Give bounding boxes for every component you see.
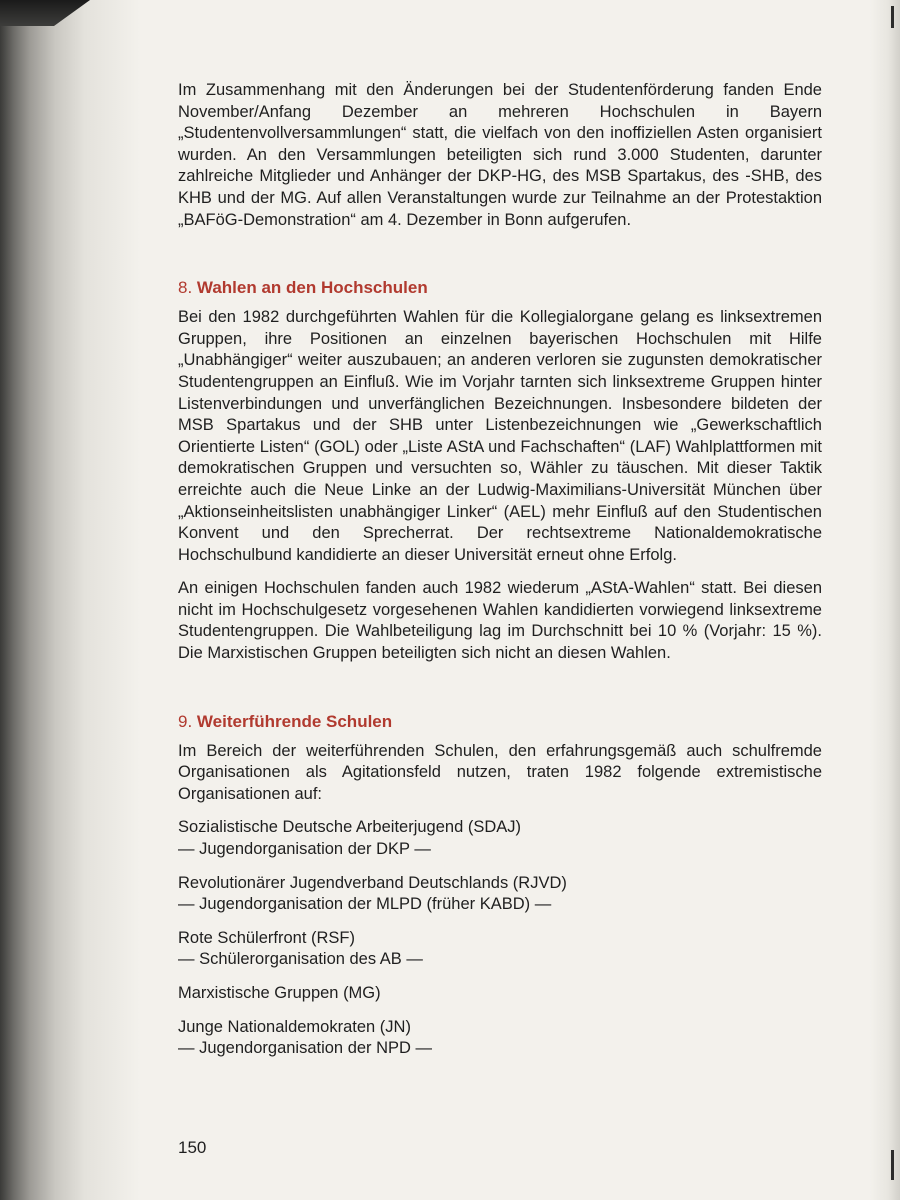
section-9-intro: Im Bereich der weiterführenden Schulen, den erfahrungsgemäß auch schulfremde Organisationen als Agitationsfeld nutzen, traten 1982 folgende extremistische Organisationen auf: xyxy=(178,741,822,803)
page-number: 150 xyxy=(178,1138,207,1157)
list-item xyxy=(178,873,822,916)
organization-note: — Jugendorganisation der MLPD (früher KABD) — xyxy=(178,895,552,914)
organization-note: — Jugendorganisation der NPD — xyxy=(178,1039,433,1058)
section-8-heading xyxy=(178,277,822,299)
section-9-title: Weiterführende Schulen xyxy=(196,711,393,731)
organization-name: Rote Schülerfront (RSF) xyxy=(178,928,355,947)
section-8-paragraph-1: Bei den 1982 durchgeführten Wahlen für die Kollegialorgane gelang es linksextremen Gruppen, ihre Positionen an einzelnen bayerischen Hochschulen mit Hilfe „Unabhängiger“ weiter auszubauen; an anderen verloren sie zugunsten demokratischer Studentengruppen an Einfluß. Wie im Vorjahr tarnten sich linksextreme Gruppen hinter Listenverbindungen und unverfänglichen Bezeichnungen. Insbesondere bildeten der MSB Spartakus und der SHB unter Listenbezeichnungen wie „Gewerkschaftlich Orientierte Listen“ (GOL) oder „Liste AStA und Fachschaften“ (LAF) Wahlplattformen mit demokratischen Gruppen und versuchten so, Wähler zu täuschen. Mit dieser Taktik erreichte auch die Neue Linke an der Ludwig-Maximilians-Universität München über „Aktionseinheitslisten unabhängiger Linker“ (AEL) mehr Einfluß auf den Studentischen Konvent und den Sprecherrat. Der rechtsextreme Nationaldemokratische Hochschulbund kandidierte an dieser Universität erneut ohne Erfolg. xyxy=(178,308,822,564)
edge-mark-top xyxy=(891,6,894,28)
organization-name: Marxistische Gruppen (MG) xyxy=(178,984,381,1002)
list-item xyxy=(178,928,822,971)
organization-note: — Jugendorganisation der DKP — xyxy=(178,840,431,859)
section-9-number: 9. xyxy=(178,711,193,731)
edge-mark-bottom xyxy=(891,1150,894,1180)
list-item xyxy=(178,817,822,860)
organization-name: Junge Nationaldemokraten (JN) xyxy=(178,1017,411,1036)
organization-name: Revolutionärer Jugendverband Deutschlands (RJVD) xyxy=(178,873,567,892)
organization-list xyxy=(178,817,822,1059)
section-8-paragraph-2: An einigen Hochschulen fanden auch 1982 wiederum „AStA-Wahlen“ statt. Bei diesen nicht im Hochschulgesetz vorgesehenen Wahlen kandidierten vorwiegend linksextreme Studentengruppen. Die Wahlbeteiligung lag im Durchschnitt bei 10 % (Vorjahr: 15 %). Die Marxistischen Gruppen beteiligten sich nicht an diesen Wahlen. xyxy=(178,579,822,663)
list-item xyxy=(178,1017,822,1060)
page-right-edge xyxy=(870,0,900,1200)
page-content xyxy=(178,80,822,1072)
organization-note: — Schülerorganisation des AB — xyxy=(178,950,423,969)
organization-name: Sozialistische Deutsche Arbeiterjugend (SDAJ) xyxy=(178,818,521,837)
list-item xyxy=(178,983,822,1005)
section-9-heading xyxy=(178,711,822,733)
section-8-number: 8. xyxy=(178,278,193,298)
book-gutter-shadow xyxy=(0,0,140,1200)
section-8-title: Wahlen an den Hochschulen xyxy=(196,278,428,298)
intro-paragraph: Im Zusammenhang mit den Änderungen bei der Studentenförderung fanden Ende November/Anfang Dezember an mehreren Hochschulen in Bayern „Studentenvollversammlungen“ statt, die vielfach von den inoffiziellen Asten organisiert wurden. An den Versammlungen beteiligten sich rund 3.000 Studenten, darunter zahlreiche Mitglieder und Anhänger der DKP-HG, des MSB Spartakus, des -SHB, des KHB und der MG. Auf allen Veranstaltungen wurde zur Teilnahme an der Protestaktion „BAFöG-Demonstration“ am 4. Dezember in Bonn aufgerufen. xyxy=(178,81,822,229)
